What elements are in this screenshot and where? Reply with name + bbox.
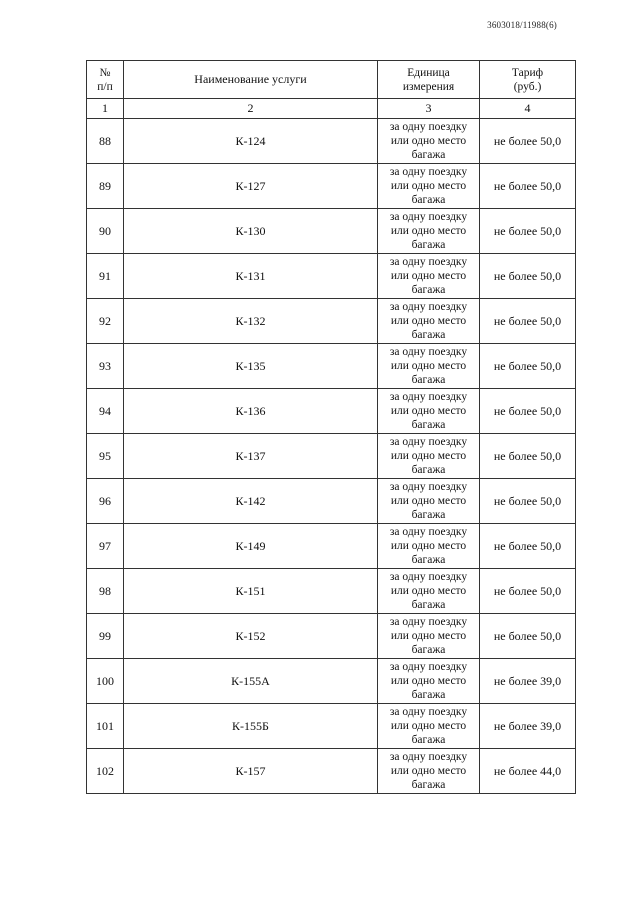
table-row xyxy=(87,614,576,659)
unit-line: багажа xyxy=(411,464,446,476)
unit-line: багажа xyxy=(411,734,446,746)
unit-of-measure xyxy=(378,299,480,344)
unit-of-measure xyxy=(378,749,480,794)
tariff-value: не более 39,0 xyxy=(480,704,576,749)
header-tariff xyxy=(480,61,576,99)
table-row xyxy=(87,434,576,479)
unit-line: багажа xyxy=(411,194,446,206)
header-num-line2: п/п xyxy=(97,80,113,93)
unit-line: за одну поездку xyxy=(389,481,468,493)
tariff-value: не более 50,0 xyxy=(480,389,576,434)
unit-line: или одно место xyxy=(390,450,467,462)
tariff-value: не более 50,0 xyxy=(480,164,576,209)
row-number: 89 xyxy=(87,164,124,209)
table-row xyxy=(87,119,576,164)
tariff-value: не более 50,0 xyxy=(480,614,576,659)
unit-line: за одну поездку xyxy=(389,526,468,538)
unit-of-measure xyxy=(378,434,480,479)
unit-line: за одну поездку xyxy=(389,751,468,763)
unit-line: за одну поездку xyxy=(389,166,468,178)
unit-line: за одну поездку xyxy=(389,706,468,718)
row-number: 88 xyxy=(87,119,124,164)
row-number: 95 xyxy=(87,434,124,479)
unit-of-measure xyxy=(378,569,480,614)
service-name: К-130 xyxy=(124,209,378,254)
column-number-row xyxy=(87,99,576,119)
unit-line: или одно место xyxy=(390,360,467,372)
unit-line: за одну поездку xyxy=(389,571,468,583)
unit-line: или одно место xyxy=(390,180,467,192)
unit-line: багажа xyxy=(411,599,446,611)
unit-line: багажа xyxy=(411,149,446,161)
service-name: К-132 xyxy=(124,299,378,344)
unit-line: багажа xyxy=(411,644,446,656)
unit-line: или одно место xyxy=(390,405,467,417)
tariff-value: не более 50,0 xyxy=(480,344,576,389)
unit-line: за одну поездку xyxy=(389,121,468,133)
unit-of-measure xyxy=(378,209,480,254)
table-row xyxy=(87,704,576,749)
header-unit-line1: Единица xyxy=(407,66,450,79)
unit-line: багажа xyxy=(411,329,446,341)
service-name: К-155А xyxy=(124,659,378,704)
unit-of-measure xyxy=(378,344,480,389)
unit-line: или одно место xyxy=(390,675,467,687)
tariff-value: не более 50,0 xyxy=(480,254,576,299)
column-number: 2 xyxy=(124,99,378,119)
service-name: К-136 xyxy=(124,389,378,434)
unit-of-measure xyxy=(378,704,480,749)
row-number: 99 xyxy=(87,614,124,659)
unit-line: или одно место xyxy=(390,585,467,597)
tariff-value: не более 50,0 xyxy=(480,434,576,479)
tariff-value: не более 50,0 xyxy=(480,524,576,569)
unit-of-measure xyxy=(378,479,480,524)
table-row xyxy=(87,209,576,254)
service-name: К-127 xyxy=(124,164,378,209)
service-name: К-137 xyxy=(124,434,378,479)
header-name: Наименование услуги xyxy=(124,61,378,99)
row-number: 102 xyxy=(87,749,124,794)
table-row xyxy=(87,749,576,794)
unit-line: за одну поездку xyxy=(389,391,468,403)
column-number: 3 xyxy=(378,99,480,119)
unit-line: багажа xyxy=(411,689,446,701)
unit-line: или одно место xyxy=(390,765,467,777)
tariff-value: не более 39,0 xyxy=(480,659,576,704)
header-tariff-line2: (руб.) xyxy=(513,80,542,93)
row-number: 92 xyxy=(87,299,124,344)
tariff-table xyxy=(86,60,576,794)
unit-of-measure xyxy=(378,659,480,704)
unit-line: за одну поездку xyxy=(389,301,468,313)
unit-line: за одну поездку xyxy=(389,661,468,673)
unit-line: багажа xyxy=(411,284,446,296)
table-row xyxy=(87,479,576,524)
unit-line: или одно место xyxy=(390,495,467,507)
unit-line: багажа xyxy=(411,239,446,251)
unit-of-measure xyxy=(378,254,480,299)
row-number: 94 xyxy=(87,389,124,434)
service-name: К-131 xyxy=(124,254,378,299)
unit-of-measure xyxy=(378,614,480,659)
service-name: К-149 xyxy=(124,524,378,569)
unit-line: или одно место xyxy=(390,135,467,147)
table-row xyxy=(87,299,576,344)
table-row xyxy=(87,659,576,704)
header-tariff-line1: Тариф xyxy=(511,66,544,79)
table-row xyxy=(87,254,576,299)
row-number: 97 xyxy=(87,524,124,569)
unit-line: багажа xyxy=(411,374,446,386)
header-unit-line2: измерения xyxy=(402,80,455,93)
table-row xyxy=(87,569,576,614)
service-name: К-135 xyxy=(124,344,378,389)
service-name: К-152 xyxy=(124,614,378,659)
unit-line: за одну поездку xyxy=(389,436,468,448)
row-number: 101 xyxy=(87,704,124,749)
unit-line: или одно место xyxy=(390,225,467,237)
unit-line: или одно место xyxy=(390,270,467,282)
header-num xyxy=(87,61,124,99)
service-name: К-157 xyxy=(124,749,378,794)
column-number: 1 xyxy=(87,99,124,119)
service-name: К-124 xyxy=(124,119,378,164)
row-number: 98 xyxy=(87,569,124,614)
unit-line: за одну поездку xyxy=(389,211,468,223)
tariff-value: не более 50,0 xyxy=(480,479,576,524)
unit-line: или одно место xyxy=(390,720,467,732)
table-header-row xyxy=(87,61,576,99)
document-code: 3603018/11988(6) xyxy=(487,20,557,30)
tariff-value: не более 50,0 xyxy=(480,119,576,164)
column-number: 4 xyxy=(480,99,576,119)
unit-of-measure xyxy=(378,524,480,569)
unit-line: или одно место xyxy=(390,540,467,552)
table-row xyxy=(87,389,576,434)
unit-line: багажа xyxy=(411,509,446,521)
table-row xyxy=(87,524,576,569)
unit-line: или одно место xyxy=(390,630,467,642)
row-number: 90 xyxy=(87,209,124,254)
table-row xyxy=(87,344,576,389)
unit-of-measure xyxy=(378,119,480,164)
table-row xyxy=(87,164,576,209)
unit-line: багажа xyxy=(411,419,446,431)
row-number: 100 xyxy=(87,659,124,704)
tariff-value: не более 44,0 xyxy=(480,749,576,794)
service-name: К-155Б xyxy=(124,704,378,749)
row-number: 96 xyxy=(87,479,124,524)
header-unit xyxy=(378,61,480,99)
unit-line: или одно место xyxy=(390,315,467,327)
header-num-line1: № xyxy=(99,66,111,79)
tariff-value: не более 50,0 xyxy=(480,569,576,614)
row-number: 93 xyxy=(87,344,124,389)
tariff-value: не более 50,0 xyxy=(480,209,576,254)
unit-line: за одну поездку xyxy=(389,616,468,628)
service-name: К-151 xyxy=(124,569,378,614)
tariff-value: не более 50,0 xyxy=(480,299,576,344)
row-number: 91 xyxy=(87,254,124,299)
unit-line: багажа xyxy=(411,779,446,791)
unit-line: за одну поездку xyxy=(389,256,468,268)
unit-line: багажа xyxy=(411,554,446,566)
unit-line: за одну поездку xyxy=(389,346,468,358)
unit-of-measure xyxy=(378,164,480,209)
service-name: К-142 xyxy=(124,479,378,524)
unit-of-measure xyxy=(378,389,480,434)
